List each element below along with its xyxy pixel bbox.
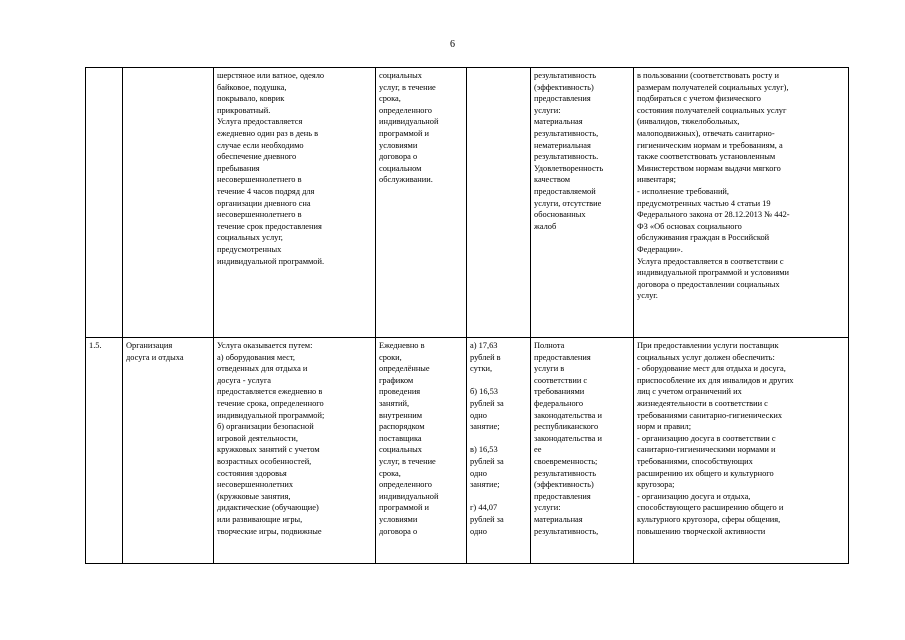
table-row bbox=[86, 68, 849, 338]
services-table bbox=[85, 67, 849, 564]
conditions-cell: в пользовании (соответствовать росту и размерам получателей социальных услуг), подбираться с учетом физического состояния получателей социальных услуг (инвалидов, тяжелобольных, малоподвижных), отвечать санитарно- гигиеническим нормам и требованиям, а также соответствовать установленным Министерством нормам выдачи мягкого инвентаря; - исполнение требований, предусмотренных частью 4 статьи 19 Федерального закона от 28.12.2013 № 442- ФЗ «Об основах социального обслуживания граждан в Российской Федерации». Услуга предоставляется в соответствии с индивидуальной программой и условиями договора о предоставлении социальных услуг. bbox=[634, 68, 849, 338]
service-description-cell: Услуга оказывается путем: а) оборудования мест, отведенных для отдыха и досуга - услуга предоставляется ежедневно в течение срока, определенного индивидуальной программой; б) организации безопасной игровой деятельности, кружковых занятий с учетом возрастных особенностей, состояния здоровья несовершеннолетних (кружковые занятия, дидактические (обучающие) или развивающие игры, творческие игры, подвижные bbox=[214, 338, 376, 564]
service-name-cell: Организация досуга и отдыха bbox=[123, 338, 214, 564]
service-description-cell: шерстяное или ватное, одеяло байковое, подушка, покрывало, коврик прикроватный. Услуга предоставляется ежедневно один раз в день в случае если необходимо обеспечение дневного пребывания несовершеннолетнего в течение 4 часов подряд для организации дневного сна несовершеннолетнего в течение срок предоставления социальных услуг, предусмотренных индивидуальной программой. bbox=[214, 68, 376, 338]
row-number-cell bbox=[86, 68, 123, 338]
quality-indicators-cell: результативность (эффективность) предоставления услуги: материальная результативность, нематериальная результативность. Удовлетворенность качеством предоставляемой услуги, отсутствие обоснованных жалоб bbox=[531, 68, 634, 338]
conditions-cell: При предоставлении услуги поставщик социальных услуг должен обеспечить: - оборудование мест для отдыха и досуга, приспособление их для инвалидов и других лиц с учетом ограничений их жизнедеятельности в соответствии с требованиями санитарно-гигиенических норм и правил; - организацию досуга в соответствии с санитарно-гигиеническими нормами и требованиями, способствующих расширению их общего и культурного кругозора; - организацию досуга и отдыха, способствующего расширению общего и культурного кругозора, сферы общения, повышению творческой активности bbox=[634, 338, 849, 564]
row-number-cell: 1.5. bbox=[86, 338, 123, 564]
page-number: 6 bbox=[450, 39, 455, 50]
tariff-cell: а) 17,63 рублей в сутки, б) 16,53 рублей за одно занятие; в) 16,53 рублей за одно занятие; г) 44,07 рублей за одно bbox=[467, 338, 531, 564]
service-terms-cell: Ежедневно в сроки, определённые графиком проведения занятий, внутренним распорядком поставщика социальных услуг, в течение срока, определенного индивидуальной программой и условиями договора о bbox=[376, 338, 467, 564]
tariff-cell bbox=[467, 68, 531, 338]
service-name-cell bbox=[123, 68, 214, 338]
service-terms-cell: социальных услуг, в течение срока, определенного индивидуальной программой и условиями договора о социальном обслуживании. bbox=[376, 68, 467, 338]
table-row bbox=[86, 338, 849, 564]
quality-indicators-cell: Полнота предоставления услуги в соответствии с требованиями федерального законодательства и республиканского законодательства и ее своевременность; результативность (эффективность) предоставления услуги: материальная результативность, bbox=[531, 338, 634, 564]
